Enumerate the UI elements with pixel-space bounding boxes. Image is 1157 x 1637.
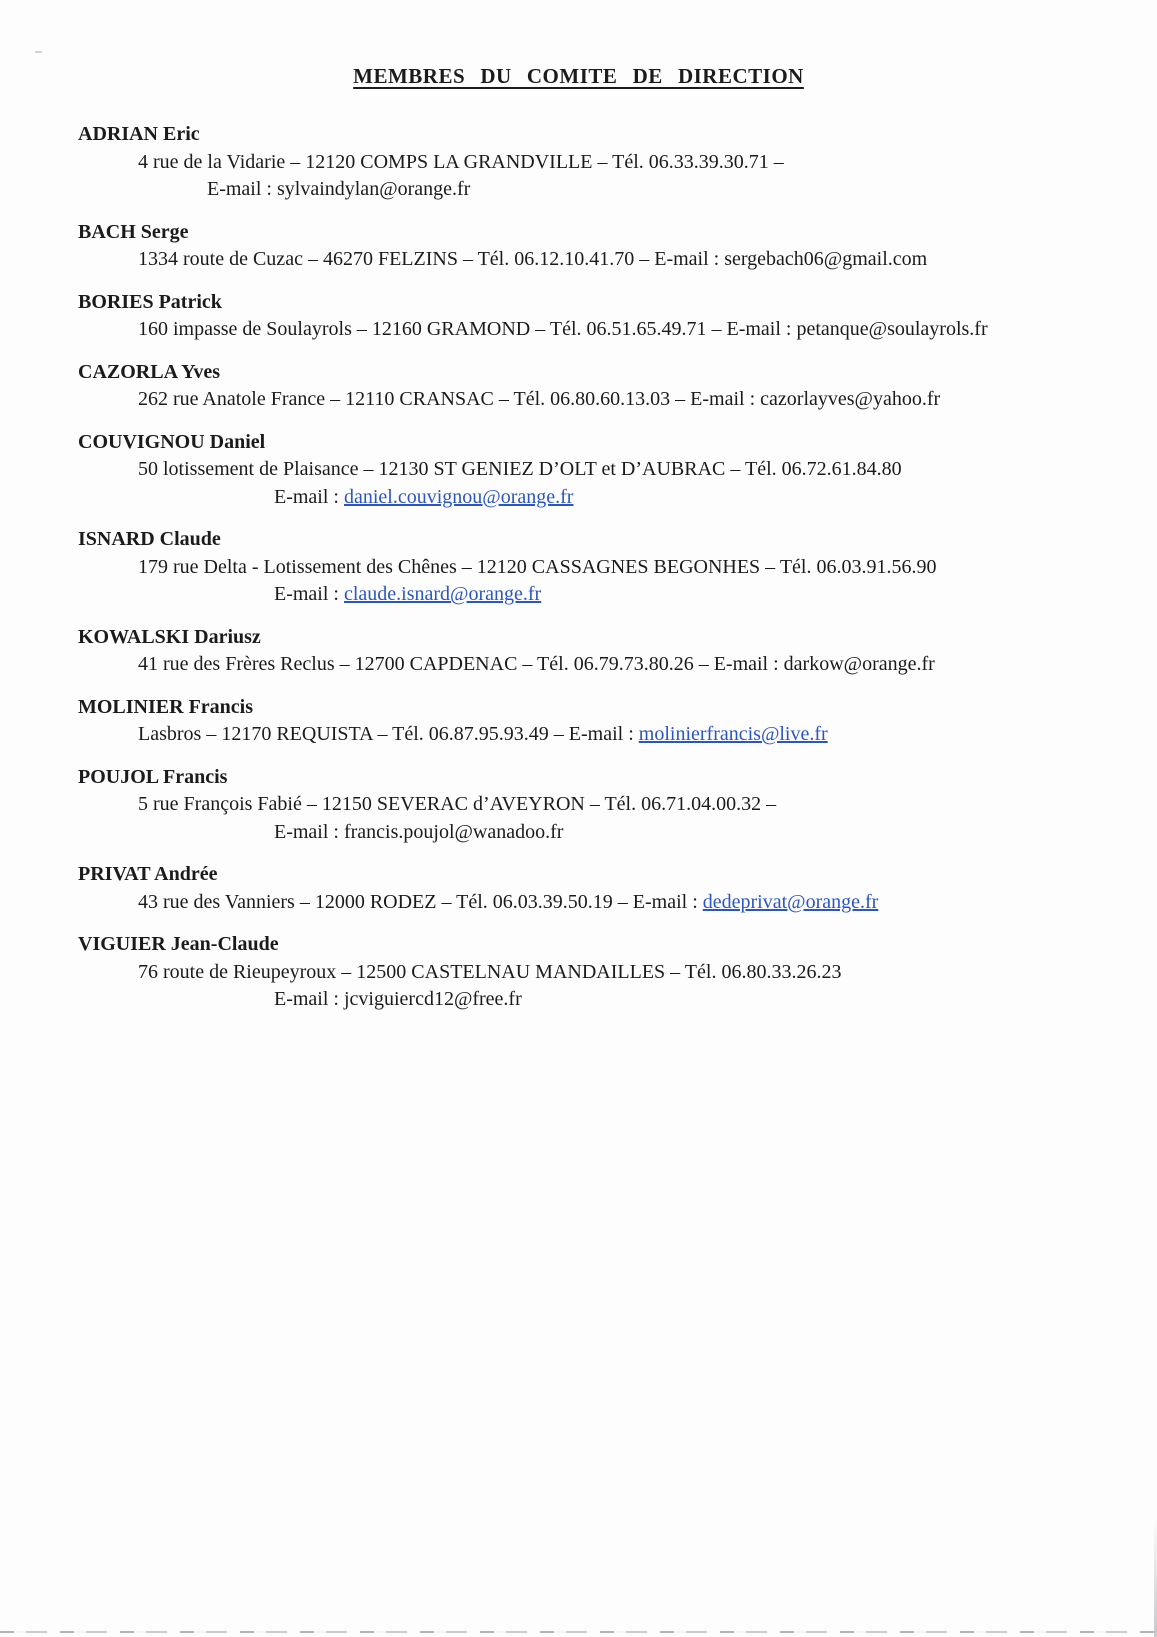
member-name: POUJOL Francis	[78, 765, 228, 788]
member-name: MOLINIER Francis	[78, 695, 253, 718]
member-entry	[78, 289, 1117, 344]
contact-text: 179 rue Delta - Lotissement des Chênes – 12120 CASSAGNES BEGONHES – Tél. 06.03.91.56.90	[138, 555, 937, 578]
member-contact-line	[78, 651, 1117, 679]
member-list	[0, 121, 1157, 1014]
member-name: VIGUIER Jean-Claude	[78, 933, 279, 955]
member-contact-line	[78, 246, 1117, 274]
member-name: BACH Serge	[78, 220, 189, 243]
member-entry	[78, 121, 1117, 204]
contact-text: E-mail : jcviguiercd12@free.fr	[274, 988, 522, 1010]
member-entry	[78, 429, 1117, 512]
member-name: ISNARD Claude	[78, 528, 221, 550]
member-name: COUVIGNOU Daniel	[78, 430, 266, 453]
scan-artifact-bottom-edge	[0, 1631, 1157, 1633]
contact-text: 41 rue des Frères Reclus – 12700 CAPDENAC – Tél. 06.79.73.80.26 – E-mail : darkow@orange.fr	[138, 653, 935, 675]
member-name: CAZORLA Yves	[78, 360, 221, 383]
contact-text: Lasbros – 12170 REQUISTA – Tél. 06.87.95.93.49 – E-mail :	[138, 723, 639, 745]
member-name: BORIES Patrick	[78, 290, 222, 313]
contact-text: E-mail : sylvaindylan@orange.fr	[207, 178, 471, 200]
email-link[interactable]: claude.isnard@orange.fr	[343, 583, 542, 605]
member-contact-line	[78, 959, 1117, 987]
member-contact-line	[78, 889, 1117, 917]
member-contact-line	[78, 581, 1117, 609]
member-entry	[78, 861, 1117, 916]
contact-text: 5 rue François Fabié – 12150 SEVERAC d’AVEYRON – Tél. 06.71.04.00.32 –	[138, 793, 777, 815]
email-link[interactable]: dedeprivat@orange.fr	[702, 890, 879, 913]
member-contact-line	[78, 554, 1117, 582]
member-contact-line	[78, 149, 1117, 177]
member-contact-line	[78, 456, 1117, 484]
contact-text: E-mail : francis.poujol@wanadoo.fr	[274, 820, 564, 843]
member-name: KOWALSKI Dariusz	[78, 625, 261, 648]
member-contact-line	[78, 721, 1117, 749]
member-contact-line	[78, 986, 1117, 1014]
page-title: MEMBRES DU COMITE DE DIRECTION	[353, 64, 804, 88]
member-entry	[78, 764, 1117, 847]
member-name: PRIVAT Andrée	[78, 863, 218, 885]
scan-artifact-mark	[35, 51, 42, 53]
contact-text: 50 lotissement de Plaisance – 12130 ST GENIEZ D’OLT et D’AUBRAC – Tél. 06.72.61.84.80	[138, 458, 902, 480]
member-entry	[78, 694, 1117, 749]
contact-text: 160 impasse de Soulayrols – 12160 GRAMOND – Tél. 06.51.65.49.71 – E-mail : petanque@soulayrols.fr	[138, 318, 988, 340]
member-entry	[78, 624, 1117, 679]
member-entry	[78, 219, 1117, 274]
member-contact-line	[78, 176, 1117, 204]
contact-text: 1334 route de Cuzac – 46270 FELZINS – Tél. 06.12.10.41.70 – E-mail : sergebach06@gmail.com	[138, 248, 928, 270]
email-link[interactable]: daniel.couvignou@orange.fr	[343, 485, 574, 508]
contact-text: E-mail :	[274, 485, 344, 508]
member-contact-line	[78, 484, 1117, 512]
member-contact-line	[78, 791, 1117, 819]
member-entry	[78, 526, 1117, 609]
contact-text: 262 rue Anatole France – 12110 CRANSAC – Tél. 06.80.60.13.03 – E-mail : cazorlayves@yahoo.fr	[138, 388, 941, 410]
member-name: ADRIAN Eric	[78, 123, 200, 145]
member-entry	[78, 359, 1117, 414]
member-entry	[78, 931, 1117, 1014]
member-contact-line	[78, 819, 1117, 847]
contact-text: 76 route de Rieupeyroux – 12500 CASTELNAU MANDAILLES – Tél. 06.80.33.26.23	[138, 960, 842, 983]
contact-text: 4 rue de la Vidarie – 12120 COMPS LA GRANDVILLE – Tél. 06.33.39.30.71 –	[138, 150, 784, 173]
contact-text: E-mail :	[274, 583, 344, 605]
member-contact-line	[78, 386, 1117, 414]
member-contact-line	[78, 316, 1117, 344]
email-link[interactable]: molinierfrancis@live.fr	[638, 723, 828, 745]
contact-text: 43 rue des Vanniers – 12000 RODEZ – Tél. 06.03.39.50.19 – E-mail :	[138, 890, 703, 913]
